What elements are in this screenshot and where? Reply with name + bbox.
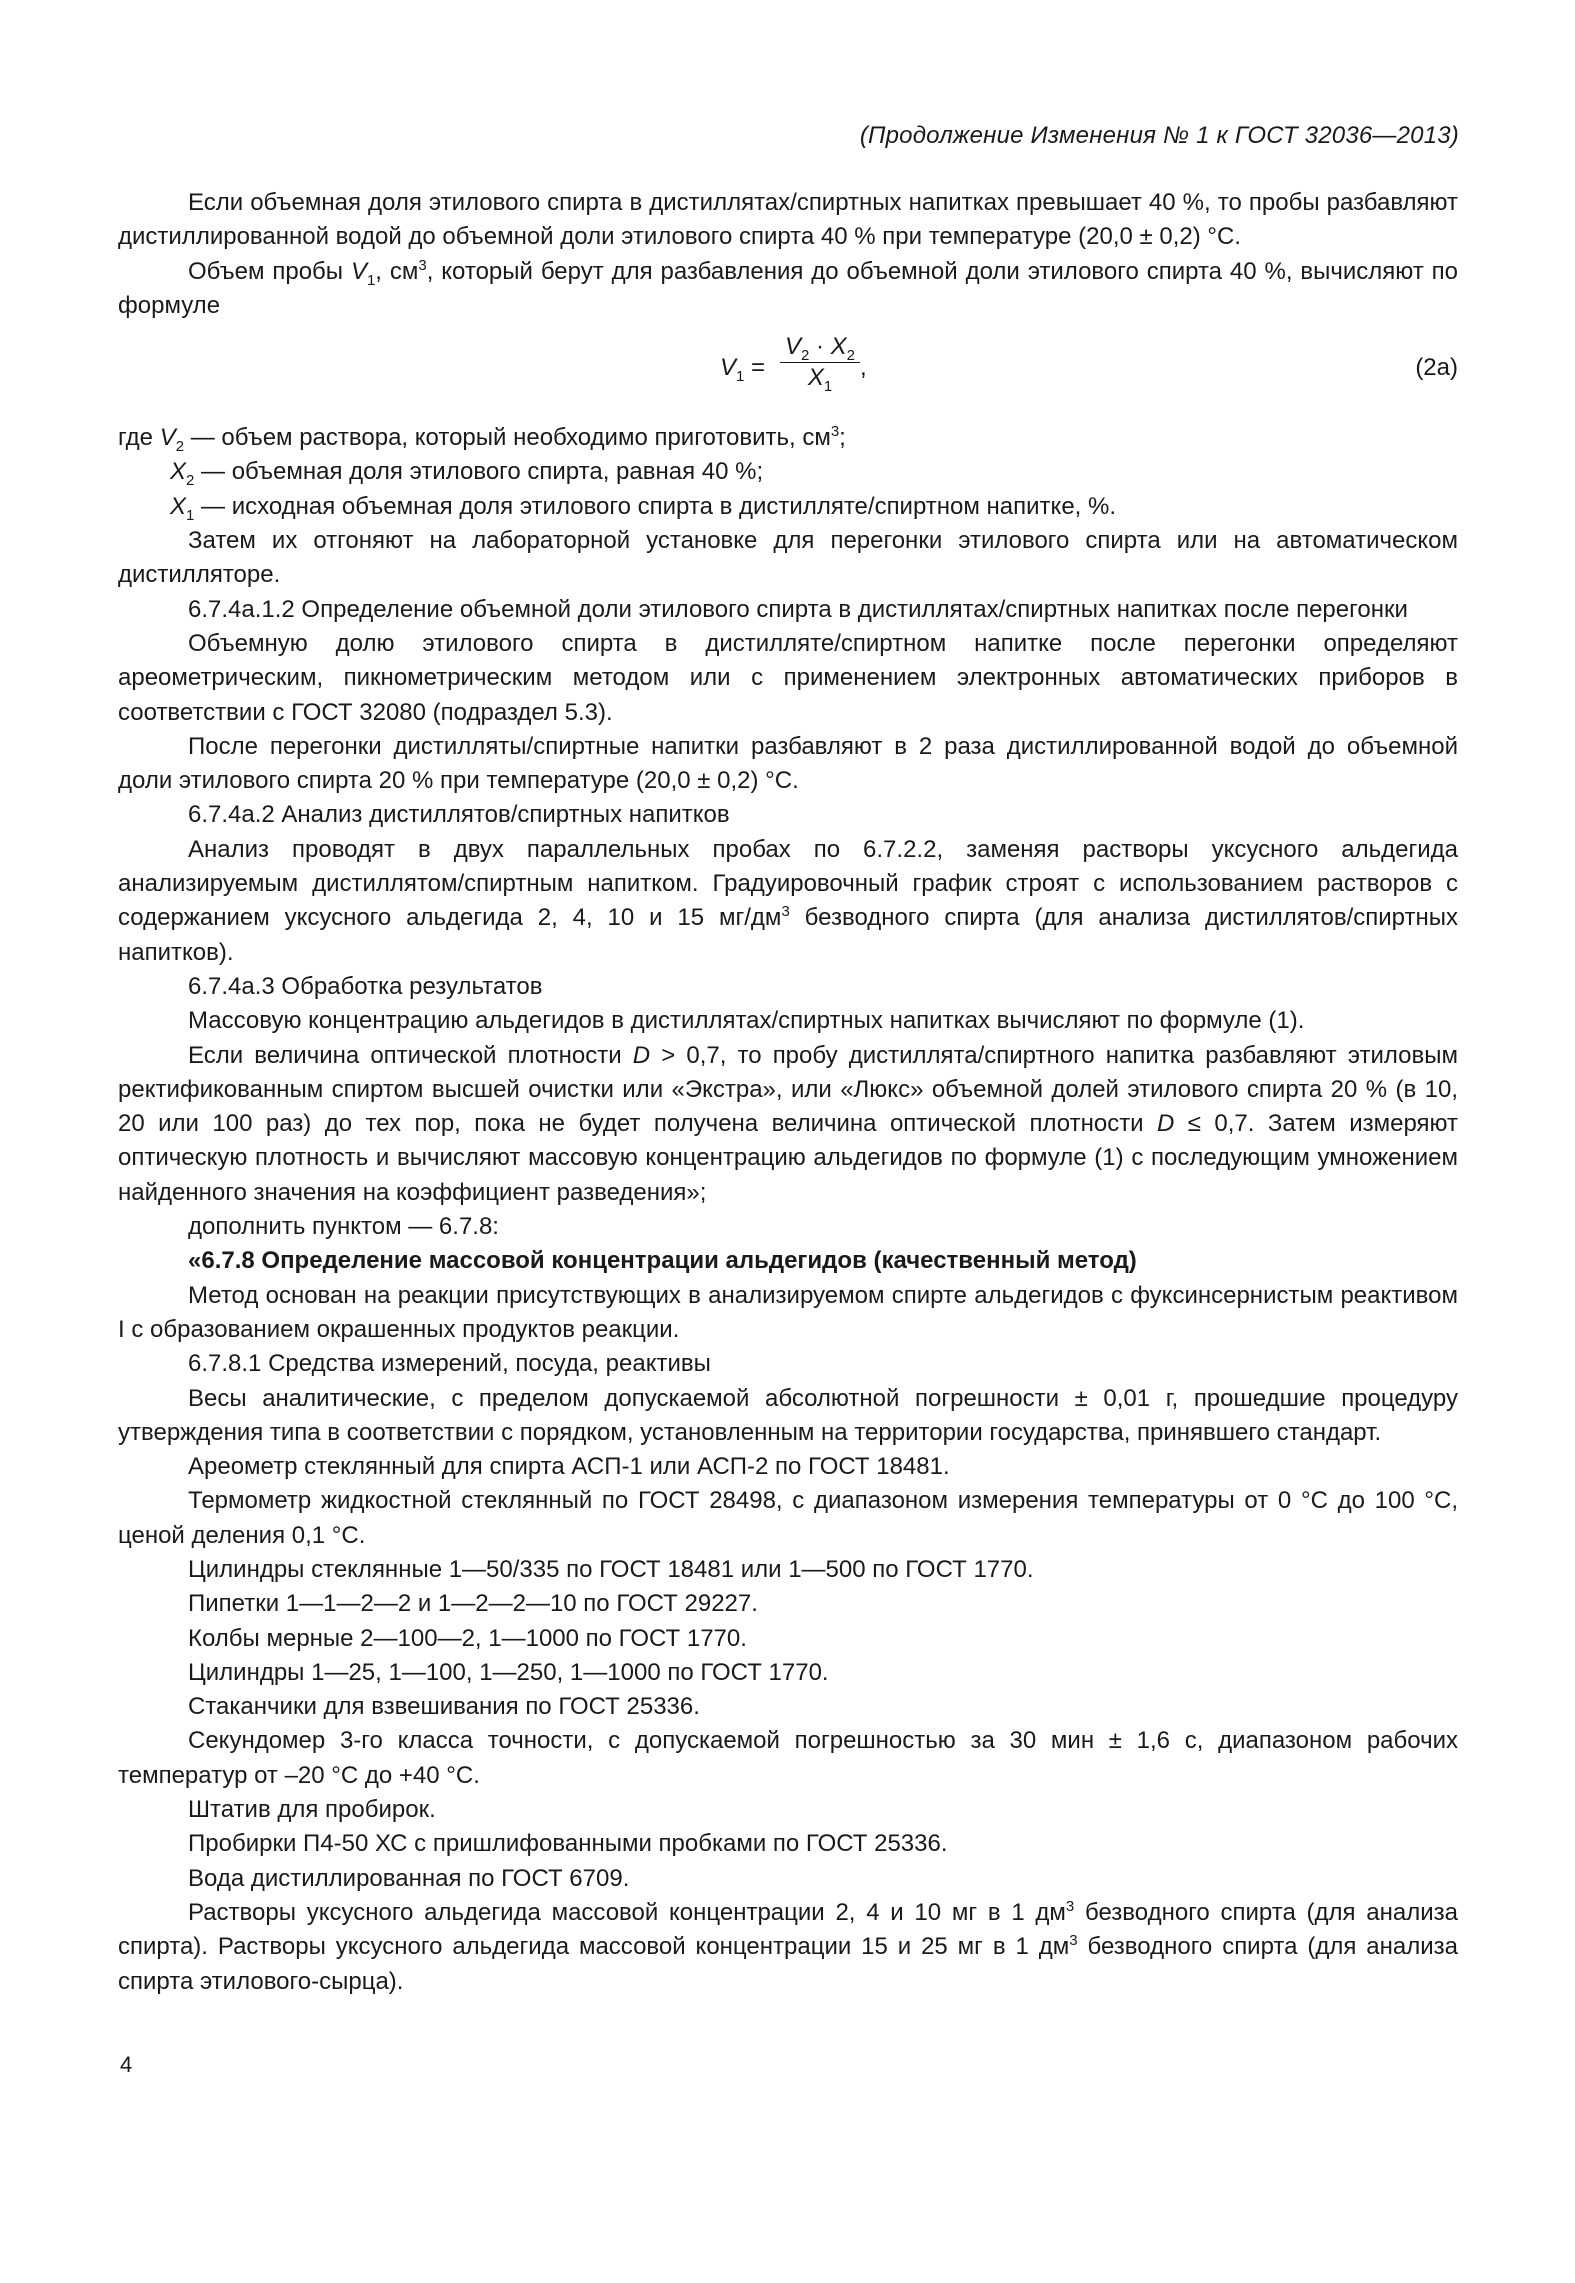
list-item <box>118 1896 1458 1999</box>
list-item: Ареометр стеклянный для спирта АСП-1 или АСП-2 по ГОСТ 18481. <box>188 1453 950 1481</box>
text-run: ≤ 0,7. Затем измеряют оптическую плотность и вычисляют массовую концентрацию альдегидов по формуле (1) с последующим умножением найденного значения на коэффициент разведения»; <box>118 1110 1458 1206</box>
formula-denominator <box>780 363 860 393</box>
text-run: Если величина оптической плотности <box>188 1041 633 1069</box>
formula-fraction <box>780 333 860 393</box>
variable: V <box>720 354 737 382</box>
paragraph <box>118 833 1458 970</box>
list-item: Штатив для пробирок. <box>188 1796 436 1824</box>
text-run: где <box>118 424 160 452</box>
list-item: Пробирки П4-50 ХС с пришлифованными пробками по ГОСТ 25336. <box>188 1830 948 1858</box>
paragraph: дополнить пунктом — 6.7.8: <box>188 1213 499 1241</box>
text-run: Анализ проводят в двух параллельных пробах по 6.7.2.2, заменяя растворы уксусного альдегида анализируемым дистиллятом/спиртным напитком. Градуировочный график строят с использованием растворов с содержанием уксусного альдегида 2, 4, 10 и 15 мг/дм <box>118 835 1458 932</box>
multiply-dot: · <box>809 333 831 361</box>
section-heading: 6.7.4а.3 Обработка результатов <box>188 972 543 1000</box>
paragraph: После перегонки дистилляты/спиртные напитки разбавляют в 2 раза дистиллированной водой до объемной доли этилового спирта 20 % при температуре (20,0 ± 0,2) °С. <box>118 732 1458 795</box>
paragraph: Если объемная доля этилового спирта в дистиллятах/спиртных напитках превышает 40 %, то пробы разбавляют дистиллированной водой до объемной доли этилового спирта 40 % при температуре (20,0 ± 0,2) °С. <box>118 189 1458 251</box>
variable: D <box>632 1041 651 1069</box>
list-item: Термометр жидкостной стеклянный по ГОСТ 28498, с диапазоном измерения температуры от 0 °С до 100 °С, ценой деления 0,1 °С. <box>118 1487 1458 1549</box>
section-heading: 6.7.4а.1.2 Определение объемной доли этилового спирта в дистиллятах/спиртных напитках после перегонки <box>188 595 1408 623</box>
list-item: Цилиндры стеклянные 1—50/335 по ГОСТ 18481 или 1—500 по ГОСТ 1770. <box>188 1555 1034 1583</box>
paragraph: Объемную долю этилового спирта в дистилляте/спиртном напитке после перегонки определяют ареометрическим, пикнометрическим методом или с применением электронных автоматических приборов в соответствии с ГОСТ 32080 (подраздел 5.3). <box>118 629 1458 726</box>
subscript: 2 <box>175 437 185 455</box>
paragraph: Затем их отгоняют на лабораторной установке для перегонки этилового спирта или на автоматическом дистилляторе. <box>118 527 1458 589</box>
variable: V <box>350 257 367 285</box>
formula-number: (2a) <box>1415 354 1458 382</box>
legend-row <box>118 490 1458 524</box>
paragraph: Метод основан на реакции присутствующих в анализируемом спирте альдегидов с фуксинсернистым реактивом I с образованием окрашенных продуктов реакции. <box>118 1281 1458 1343</box>
body-text <box>118 186 1458 1999</box>
superscript: 3 <box>418 256 427 274</box>
text-run: Объем пробы <box>188 257 351 285</box>
section-heading: 6.7.4а.2 Анализ дистиллятов/спиртных напитков <box>188 801 730 829</box>
paragraph: Массовую концентрацию альдегидов в дистиллятах/спиртных напитках вычисляют по формуле (1). <box>188 1007 1305 1035</box>
variable: X <box>170 458 187 486</box>
text-run: Растворы уксусного альдегида массовой концентрации 2, 4 и 10 мг в 1 дм <box>188 1898 1066 1926</box>
formula-lhs <box>720 351 765 385</box>
subscript: 1 <box>823 377 833 395</box>
superscript: 3 <box>1069 1932 1078 1950</box>
list-item: Цилиндры 1—25, 1—100, 1—250, 1—1000 по ГОСТ 1770. <box>188 1658 829 1686</box>
list-item: Пипетки 1—1—2—2 и 1—2—2—10 по ГОСТ 29227. <box>188 1590 758 1618</box>
subscript: 1 <box>736 367 745 385</box>
subscript: 2 <box>186 472 195 490</box>
text-run: — исходная объемная доля этилового спирта в дистилляте/спиртном напитке, %. <box>194 492 1117 520</box>
equals-sign: = <box>744 354 766 382</box>
subscript: 1 <box>366 271 376 289</box>
variable: X <box>807 364 824 392</box>
page-number: 4 <box>120 2052 133 2077</box>
text-run: безводного спирта (для анализа дистиллятов/спиртных напитков). <box>118 904 1459 966</box>
formula-comma: , <box>860 354 867 382</box>
text-run: , см <box>375 257 419 285</box>
paragraph <box>118 1039 1458 1210</box>
list-item: Колбы мерные 2—100—2, 1—1000 по ГОСТ 1770. <box>188 1624 747 1652</box>
text-run: — объем раствора, который необходимо приготовить, см <box>184 424 831 452</box>
subscript: 2 <box>846 346 856 364</box>
text-run: безводного спирта (для анализа спирта этилового-сырца). <box>118 1933 1458 1995</box>
text-run: — объемная доля этилового спирта, равная 40 %; <box>194 458 764 486</box>
list-item: Весы аналитические, с пределом допускаемой абсолютной погрешности ± 0,01 г, прошедшие процедуру утверждения типа в соответствии с порядком, установленным на территории государства, принявшего стандарт. <box>118 1384 1458 1446</box>
text-run: безводного спирта (для анализа спирта). Растворы уксусного альдегида массовой концентрации 15 и 25 мг в 1 дм <box>118 1898 1458 1961</box>
variable: D <box>1157 1110 1175 1138</box>
list-item: Вода дистиллированная по ГОСТ 6709. <box>188 1864 630 1892</box>
paragraph <box>118 255 1458 324</box>
variable: X <box>830 333 847 361</box>
subscript: 1 <box>186 506 195 524</box>
superscript: 3 <box>781 903 790 921</box>
superscript: 3 <box>1065 1897 1075 1915</box>
variable: V <box>784 333 801 361</box>
legend-row <box>118 421 1458 455</box>
text-run: ; <box>839 424 846 452</box>
variable: V <box>159 424 176 452</box>
formula-numerator <box>780 333 860 363</box>
section-heading: 6.7.8.1 Средства измерений, посуда, реактивы <box>188 1350 711 1378</box>
legend-row <box>118 455 1458 489</box>
text-run: , который берут для разбавления до объемной доли этилового спирта 40 %, вычисляют по формуле <box>118 257 1458 319</box>
formula-2a <box>118 331 1458 407</box>
list-item: Стаканчики для взвешивания по ГОСТ 25336. <box>188 1693 700 1721</box>
text-run: > 0,7, то пробу дистиллята/спиртного напитка разбавляют этиловым ректификованным спиртом высшей очистки или «Экстра», или «Люкс» объемной долей этилового спирта 20 % (в 10, 20 или 100 раз) до тех пор, пока не будет получена величина оптической плотности <box>118 1041 1458 1138</box>
superscript: 3 <box>830 423 840 441</box>
running-header: (Продолжение Изменения № 1 к ГОСТ 32036—2013) <box>859 122 1459 149</box>
list-item: Секундомер 3-го класса точности, с допускаемой погрешностью за 30 мин ± 1,6 с, диапазоном рабочих температур от –20 °С до +40 °С. <box>118 1727 1458 1789</box>
section-heading-bold: «6.7.8 Определение массовой концентрации альдегидов (качественный метод) <box>188 1247 1137 1275</box>
subscript: 2 <box>800 346 810 364</box>
variable: X <box>170 492 187 520</box>
